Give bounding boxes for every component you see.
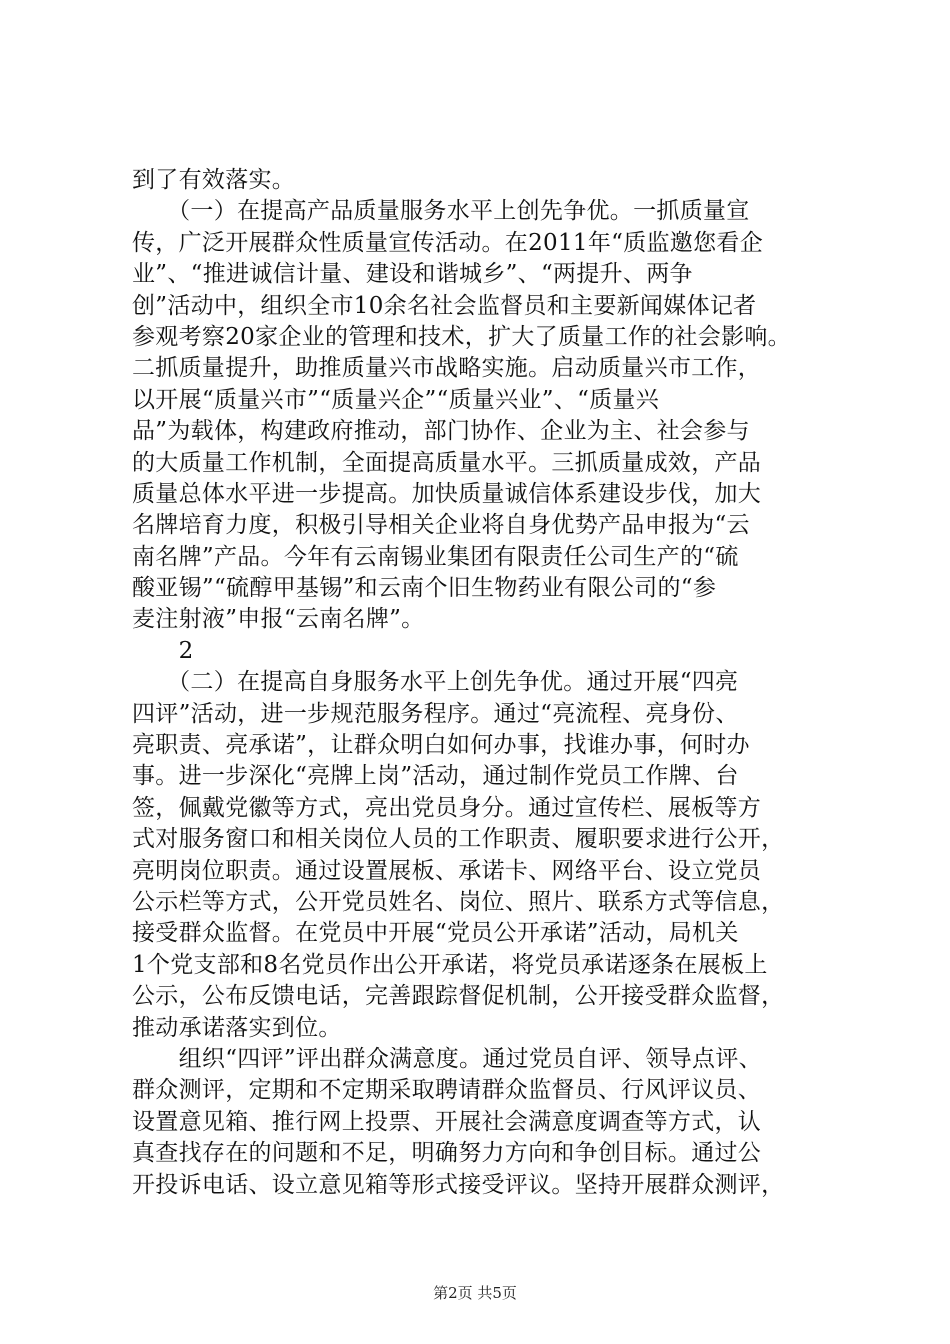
text-line: 组织“四评”评出群众满意度。通过党员自评、领导点评、	[132, 1045, 762, 1072]
text-line: 公示，公布反馈电话，完善跟踪督促机制，公开接受群众监督，	[132, 983, 785, 1010]
text-line: 1个党支部和8名党员作出公开承诺，将党员承诺逐条在展板上	[132, 951, 768, 978]
text-line: 亮职责、亮承诺”，让群众明白如何办事，找谁办事，何时办	[132, 732, 750, 759]
text-line: 麦注射液”申报“云南名牌”。	[132, 606, 425, 633]
text-line: 的大质量工作机制，全面提高质量水平。三抓质量成效，产品	[132, 449, 762, 476]
text-line: 以开展“质量兴市”“质量兴企”“质量兴业”、“质量兴	[132, 386, 660, 413]
text-line: 品”为载体，构建政府推动，部门协作、企业为主、社会参与	[132, 418, 750, 445]
text-line: 推动承诺落实到位。	[132, 1014, 342, 1041]
text-line: 传，广泛开展群众性质量宣传活动。在2011年“质监邀您看企	[132, 229, 763, 256]
text-line: 亮明岗位职责。通过设置展板、承诺卡、网络平台、设立党员	[132, 857, 762, 884]
text-line: 式对服务窗口和相关岗位人员的工作职责、履职要求进行公开，	[132, 826, 785, 853]
text-line: 接受群众监督。在党员中开展“党员公开承诺”活动，局机关	[132, 920, 739, 947]
text-line: 事。进一步深化“亮牌上岗”活动，通过制作党员工作牌、台	[132, 763, 739, 790]
text-line: 签，佩戴党徽等方式，亮出党员身分。通过宣传栏、展板等方	[132, 794, 762, 821]
text-line: 真查找存在的问题和不足，明确努力方向和争创目标。通过公	[132, 1140, 762, 1167]
text-line: 质量总体水平进一步提高。加快质量诚信体系建设步伐，加大	[132, 480, 762, 507]
text-line: （二）在提高自身服务水平上创先争优。通过开展“四亮	[132, 669, 739, 696]
page-footer: 第2页 共5页	[433, 1284, 517, 1302]
text-line: 酸亚锡”“硫醇甲基锡”和云南个旧生物药业有限公司的“参	[132, 575, 717, 602]
text-line: 名牌培育力度，积极引导相关企业将自身优势产品申报为“云	[132, 512, 750, 539]
text-line: 设置意见箱、推行网上投票、开展社会满意度调查等方式，认	[132, 1108, 762, 1135]
text-line: 四评”活动，进一步规范服务程序。通过“亮流程、亮身份、	[132, 700, 739, 727]
text-line: 南名牌”产品。今年有云南锡业集团有限责任公司生产的“硫	[132, 543, 739, 570]
text-line: 参观考察20家企业的管理和技术，扩大了质量工作的社会影响。	[132, 323, 791, 350]
body-text	[132, 165, 832, 1201]
text-line: 开投诉电话、设立意见箱等形式接受评议。坚持开展群众测评，	[132, 1171, 785, 1198]
text-line: 创”活动中，组织全市10余名社会监督员和主要新闻媒体记者	[132, 292, 757, 319]
text-line: 到了有效落实。	[132, 167, 296, 193]
text-line: 群众测评，定期和不定期采取聘请群众监督员、行风评议员、	[132, 1077, 762, 1104]
text-line: 公示栏等方式，公开党员姓名、岗位、照片、联系方式等信息，	[132, 888, 785, 915]
text-line: 二抓质量提升，助推质量兴市战略实施。启动质量兴市工作，	[132, 355, 762, 382]
text-line: 2	[132, 637, 194, 664]
text-line: 业”、“推进诚信计量、建设和谐城乡”、“两提升、两争	[132, 261, 693, 288]
text-line: （一）在提高产品质量服务水平上创先争优。一抓质量宣	[132, 198, 750, 225]
